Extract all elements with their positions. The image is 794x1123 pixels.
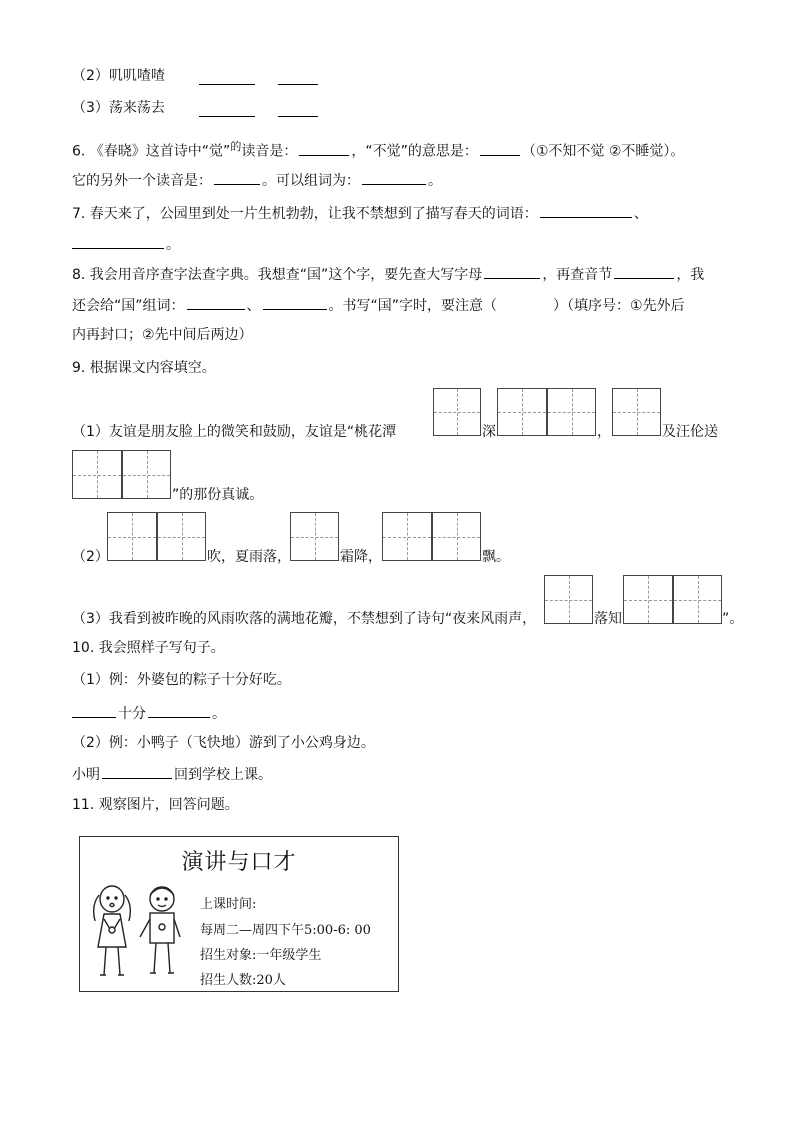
q8-text-5: 、 (246, 298, 261, 314)
q9-s1-box-6[interactable] (122, 450, 171, 499)
q11-title-text: 11. 观察图片，回答问题。 (72, 797, 239, 813)
q6-text-2: 读音是： (241, 143, 298, 160)
q8-text-1: 8. 我会用音序查字法查字典。我想查“国”这个字，要先查大写字母 (72, 267, 483, 283)
q9-title (72, 358, 216, 378)
q9-s3-a: （3）我看到被昨晚的风雨吹落的满地花瓣，不禁想到了诗句“夜来风雨声， (72, 611, 537, 627)
q10-ex2-text: （2）例：小鸭子（飞快地）游到了小公鸡身边。 (72, 735, 375, 751)
poster-line-4: 招生人数:20人 (200, 973, 286, 988)
q9-s1-box-5[interactable] (72, 450, 122, 499)
q9-s3-text-b (594, 609, 622, 629)
q6-blank-4[interactable] (362, 170, 426, 185)
q9-s3-box-1[interactable] (544, 575, 593, 624)
q6-line-1 (72, 137, 684, 162)
q10-answer-2 (72, 764, 272, 785)
poster-title: 演讲与口才 (181, 850, 297, 875)
q9-s1-box-3[interactable] (547, 388, 596, 436)
q9-s2-b: 吹，夏雨落， (207, 549, 291, 565)
poster-line-1: 上课时间: (200, 897, 257, 912)
q8-blank-letter[interactable] (484, 264, 540, 279)
girl-figure (94, 886, 131, 975)
q9-s1-d: 及汪伦送 (662, 424, 718, 440)
q5-item-2-blank-2[interactable] (278, 70, 318, 85)
q9-s2-text-a (72, 547, 109, 567)
q9-s2-text-c (340, 547, 382, 567)
q10-answer-1 (72, 703, 226, 724)
poster (79, 836, 399, 992)
q7-end: 。 (166, 237, 180, 253)
q10-ans2-blank[interactable] (102, 764, 172, 779)
q8-text-2: ，再查音节 (542, 267, 613, 283)
q7-text-1: 7. 春天来了，公园里到处一片生机勃勃，让我不禁想到了描写春天的词语： (72, 206, 538, 222)
q6-text-6: 。可以组词为： (262, 173, 360, 189)
q9-s1-text-d (662, 422, 718, 442)
q9-s3-c: ”。 (722, 611, 744, 627)
q9-s1-box-2[interactable] (497, 388, 547, 436)
q10-ans1-text-b: 。 (212, 706, 226, 722)
q9-s2-text-b (207, 547, 291, 567)
q10-example-1 (72, 670, 291, 690)
q9-s2-box-1[interactable] (107, 512, 157, 561)
q11-title (72, 795, 239, 815)
q6-text-3: ，“不觉”的意思是： (351, 143, 478, 160)
q8-text-7: ）（填序号：①先外后 (553, 298, 685, 314)
q9-s3-text-c (722, 609, 743, 629)
q10-ans2-text-a: 小明 (72, 767, 100, 783)
q9-s2-box-3[interactable] (290, 512, 339, 561)
q8-line-3 (72, 325, 253, 345)
poster-line-3: 招生对象:一年级学生 (200, 948, 322, 963)
q7-line-1 (72, 203, 648, 224)
q9-s2-c: 霜降， (340, 549, 382, 565)
q9-s1-text-a (72, 422, 396, 442)
q6-blank-3[interactable] (214, 170, 260, 185)
q8-line-1 (72, 264, 704, 285)
q6-text-5: 它的另外一个读音是： (72, 173, 212, 189)
q9-s2-box-4[interactable] (382, 512, 432, 561)
q7-line-2 (72, 234, 180, 255)
q9-s1-a: （1）友谊是朋友脸上的微笑和鼓励，友谊是“桃花潭 (72, 424, 397, 440)
q5-item-3 (72, 98, 165, 118)
boy-figure (140, 887, 180, 973)
q9-s1-text-e (172, 485, 263, 505)
q9-s2-box-2[interactable] (157, 512, 206, 561)
q9-title-text: 9. 根据课文内容填空。 (72, 360, 216, 376)
q5-item-3-label: （3）荡来荡去 (72, 100, 165, 116)
q10-ans2-text-b: 回到学校上课。 (174, 767, 272, 783)
q6-line-2 (72, 170, 442, 191)
q6-text-4: （①不知不觉 ②不睡觉）。 (521, 143, 685, 160)
q10-title (72, 638, 225, 658)
q8-text-6: 。书写“国”字时，要注意（ (328, 298, 498, 314)
q10-ans1-blank-1[interactable] (72, 703, 116, 718)
q9-s1-c: ， (597, 424, 611, 440)
q5-item-3-blank-2[interactable] (278, 102, 318, 117)
q9-s1-e: ”的那份真诚。 (172, 487, 264, 503)
poster-line-2: 每周二—周四下午5:00-6: 00 (200, 923, 371, 938)
q8-text-8: 内再封口；②先中间后两边） (72, 327, 253, 343)
q8-blank-word-2[interactable] (263, 295, 327, 310)
q8-text-4: 还会给“国”组词： (72, 298, 185, 314)
q9-s2-a: （2） (72, 549, 109, 565)
q10-ex1-text: （1）例：外婆包的粽子十分好吃。 (72, 672, 291, 688)
q9-s3-text-a (72, 609, 536, 629)
q9-s1-text-c (597, 422, 611, 442)
q5-item-2-label: （2）叽叽喳喳 (72, 68, 165, 84)
q6-blank-2[interactable] (480, 141, 520, 156)
q5-item-2-blank-1[interactable] (199, 70, 255, 85)
q9-s2-text-d (482, 547, 510, 567)
q10-ans1-text-a: 十分 (118, 706, 146, 722)
q9-s1-box-1[interactable] (433, 388, 481, 436)
q9-s2-d: 飘。 (482, 549, 510, 565)
q10-title-text: 10. 我会照样子写句子。 (72, 640, 225, 656)
q9-s1-box-4[interactable] (612, 388, 661, 436)
q7-blank-2[interactable] (72, 234, 164, 249)
q9-s1-text-b (482, 422, 496, 442)
q9-s3-box-2[interactable] (623, 575, 673, 624)
q5-item-3-blank-1[interactable] (199, 102, 255, 117)
q8-blank-word-1[interactable] (187, 295, 245, 310)
q8-text-3: ，我 (676, 267, 705, 283)
q6-text-1: 6. 《春晓》这首诗中“觉” (72, 143, 231, 160)
q8-blank-syllable[interactable] (614, 264, 674, 279)
children-illustration (84, 877, 194, 987)
q8-line-2 (72, 295, 685, 316)
q10-ans1-blank-2[interactable] (148, 703, 210, 718)
q9-s3-box-3[interactable] (673, 575, 722, 624)
q7-sep: 、 (633, 206, 648, 222)
q6-blank-1[interactable] (299, 141, 349, 156)
q10-example-2 (72, 733, 375, 753)
q6-text-7: 。 (428, 173, 442, 189)
q5-item-2 (72, 66, 165, 86)
q9-s1-b: 深 (482, 424, 496, 440)
q7-blank-1[interactable] (540, 203, 632, 218)
q9-s3-b: 落知 (594, 611, 622, 627)
q9-s2-box-5[interactable] (432, 512, 481, 561)
q6-sup: 的 (230, 140, 242, 153)
